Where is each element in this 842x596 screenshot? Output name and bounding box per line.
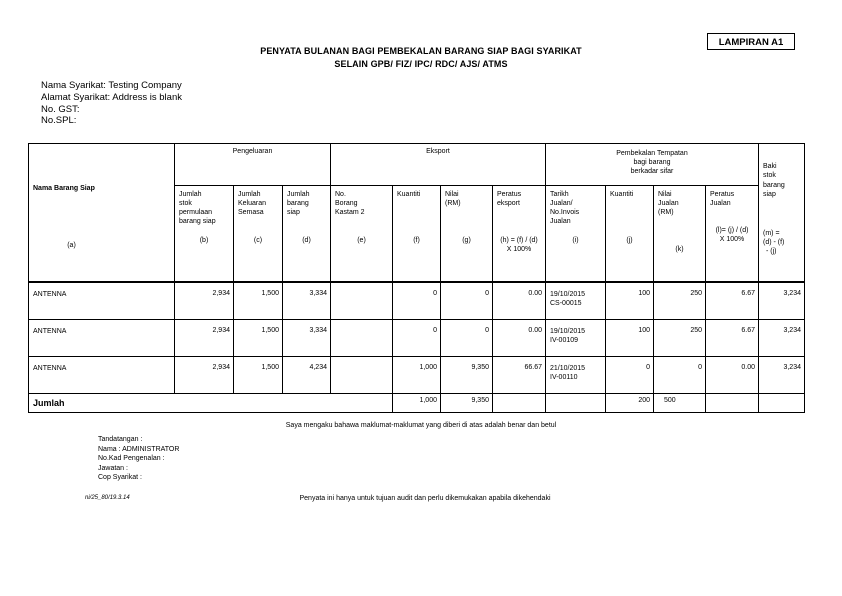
position: Jawatan :: [98, 464, 128, 472]
header-col-e: No. Borang Kastam 2 (e): [331, 186, 393, 282]
header-eksport: Eksport: [331, 144, 546, 186]
company-name: Nama Syarikat: Testing Company: [41, 80, 182, 91]
cell-i-date: 19/10/2015: [550, 291, 586, 298]
header-baki: Baki stok barang siap (m) = (d) - (f) - (j): [759, 144, 805, 282]
header-col-g: Nilai (RM) (g): [441, 186, 493, 282]
cell-name: ANTENNA: [29, 357, 175, 394]
header-col-k: Nilai Jualan (RM) (k): [654, 186, 706, 282]
cell-i-date: 21/10/2015: [550, 365, 586, 372]
header-col-j: Kuantiti (j): [606, 186, 654, 282]
company-stamp: Cop Syarikat :: [98, 474, 142, 481]
table-row: [29, 357, 805, 394]
cell-b: 2,934: [175, 283, 234, 320]
cell-l: 0.00: [706, 357, 759, 394]
cell-k: 0: [654, 357, 706, 394]
cell-c: 1,500: [234, 320, 283, 357]
cell-i-date: 19/10/2015: [550, 328, 586, 335]
cell-h: 0.00: [493, 320, 546, 357]
cell-h: 66.67: [493, 357, 546, 394]
signer-name: Nama : ADMINISTRATOR: [98, 445, 180, 453]
total-g: 9,350: [441, 394, 493, 413]
header-pengeluaran: Pengeluaran: [175, 144, 331, 186]
cell-m: 3,234: [759, 320, 805, 357]
header-col-h: Peratus eksport (h) = (f) / (d) X 100%: [493, 186, 546, 282]
cell-b: 2,934: [175, 357, 234, 394]
cell-g: 9,350: [441, 357, 493, 394]
header-pembekalan: Pembekalan Tempatan bagi barang berkadar sifar: [546, 144, 759, 186]
cell-e: [331, 320, 393, 357]
page-title-line2: SELAIN GPB/ FIZ/ IPC/ RDC/ AJS/ ATMS: [334, 59, 508, 69]
cell-l: 6.67: [706, 283, 759, 320]
signature-line: Tandatangan :: [98, 436, 143, 443]
cell-k: 250: [654, 283, 706, 320]
cell-j: 100: [606, 320, 654, 357]
header-col-d: Jumlah barang siap (d): [283, 186, 331, 282]
cell-b: 2,934: [175, 320, 234, 357]
cell-d: 3,334: [283, 283, 331, 320]
header-col-f: Kuantiti (f): [393, 186, 441, 282]
cell-m: 3,234: [759, 283, 805, 320]
total-l: [706, 394, 759, 413]
cell-c: 1,500: [234, 357, 283, 394]
cell-d: 3,334: [283, 320, 331, 357]
cell-e: [331, 283, 393, 320]
header-col-b: Jumlah stok permulaan barang siap (b): [175, 186, 234, 282]
declaration-text: Saya mengaku bahawa maklumat-maklumat yang diberi di atas adalah benar dan betul: [285, 422, 557, 429]
cell-i: [546, 357, 606, 394]
header-group-row: [29, 144, 805, 186]
totals-row: [29, 394, 805, 413]
cell-i-invoice: CS-00015: [550, 300, 582, 307]
gst-number: No. GST:: [41, 104, 80, 115]
reference-code: ni/25_80/19.3.14: [85, 495, 130, 501]
cell-f: 0: [393, 320, 441, 357]
page-title-line1: PENYATA BULANAN BAGI PEMBEKALAN BARANG SIAP BAGI SYARIKAT: [260, 46, 582, 56]
cell-g: 0: [441, 283, 493, 320]
report-table: [28, 143, 805, 413]
cell-k: 250: [654, 320, 706, 357]
cell-name: ANTENNA: [29, 320, 175, 357]
total-f: 1,000: [393, 394, 441, 413]
total-i: [546, 394, 606, 413]
cell-j: 100: [606, 283, 654, 320]
total-m: [759, 394, 805, 413]
header-nama: Nama Barang Siap (a): [29, 144, 175, 282]
company-address: Alamat Syarikat: Address is blank: [41, 92, 182, 103]
table-row: [29, 283, 805, 320]
cell-i-invoice: IV-00109: [550, 337, 579, 344]
cell-f: 0: [393, 283, 441, 320]
total-k: 500: [654, 394, 706, 413]
spl-number: No.SPL:: [41, 115, 77, 126]
cell-j: 0: [606, 357, 654, 394]
cell-d: 4,234: [283, 357, 331, 394]
cell-i: [546, 283, 606, 320]
totals-label: Jumlah: [29, 394, 393, 413]
cell-c: 1,500: [234, 283, 283, 320]
ic-number: No.Kad Pengenalan :: [98, 455, 165, 462]
cell-i: [546, 320, 606, 357]
header-col-i: Tarikh Jualan/ No.Invois Jualan (i): [546, 186, 606, 282]
header-col-l: Peratus Jualan (l)= (j) / (d) X 100%: [706, 186, 759, 282]
cell-l: 6.67: [706, 320, 759, 357]
lampiran-label: LAMPIRAN A1: [707, 33, 795, 50]
cell-i-invoice: IV-00110: [550, 374, 578, 381]
cell-e: [331, 357, 393, 394]
cell-name: ANTENNA: [29, 283, 175, 320]
cell-m: 3,234: [759, 357, 805, 394]
total-j: 200: [606, 394, 654, 413]
cell-h: 0.00: [493, 283, 546, 320]
cell-g: 0: [441, 320, 493, 357]
audit-note: Penyata ini hanya untuk tujuan audit dan perlu dikemukakan apabila dikehendaki: [299, 495, 551, 502]
signature-block: [98, 435, 179, 483]
table-row: [29, 320, 805, 357]
cell-f: 1,000: [393, 357, 441, 394]
header-col-c: Jumlah Keluaran Semasa (c): [234, 186, 283, 282]
total-h: [493, 394, 546, 413]
